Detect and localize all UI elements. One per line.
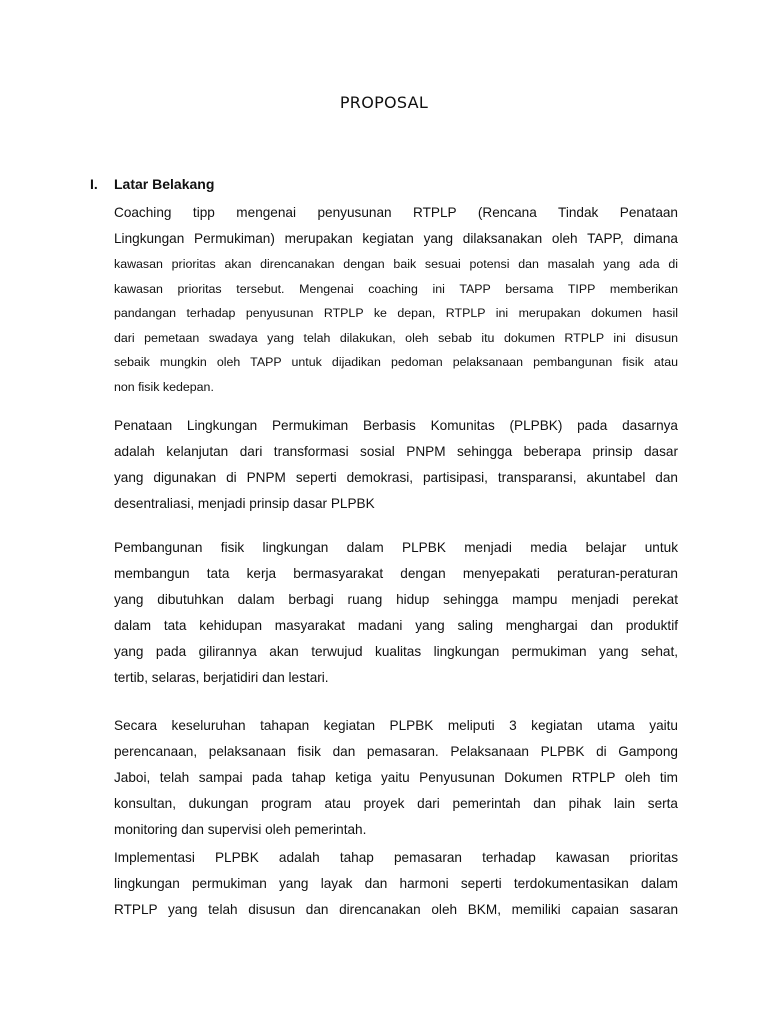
paragraph-line: konsultan, dukungan program atau proyek dari pemerintah dan pihak lain serta	[114, 796, 678, 811]
paragraph-line: Penataan Lingkungan Permukiman Berbasis Komunitas (PLPBK) pada dasarnya	[114, 418, 678, 433]
paragraph-line: yang digunakan di PNPM seperti demokrasi, partisipasi, transparansi, akuntabel dan	[114, 470, 678, 485]
paragraph-line: sebaik mungkin oleh TAPP untuk dijadikan pedoman pelaksanaan pembangunan fisik atau	[114, 355, 678, 369]
paragraph-line: RTPLP yang telah disusun dan direncanakan oleh BKM, memiliki capaian sasaran	[114, 902, 678, 917]
paragraph-line: pandangan terhadap penyusunan RTPLP ke depan, RTPLP ini merupakan dokumen hasil	[114, 306, 678, 320]
section-title: Latar Belakang	[114, 176, 215, 192]
paragraph-line: Coaching tipp mengenai penyusunan RTPLP (Rencana Tindak Penataan	[114, 205, 678, 220]
paragraph-line: dari pemetaan swadaya yang telah dilakukan, oleh sebab itu dokumen RTPLP ini disusun	[114, 330, 678, 345]
paragraph-line: yang pada gilirannya akan terwujud kualitas lingkungan permukiman yang sehat,	[114, 644, 678, 659]
paragraph-line: adalah kelanjutan dari transformasi sosial PNPM sehingga beberapa prinsip dasar	[114, 444, 678, 459]
paragraph-line: Jaboi, telah sampai pada tahap ketiga yaitu Penyusunan Dokumen RTPLP oleh tim	[114, 770, 678, 785]
paragraph-line: kawasan prioritas tersebut. Mengenai coaching ini TAPP bersama TIPP memberikan	[114, 281, 678, 296]
section-heading	[90, 176, 214, 192]
paragraph-line: Lingkungan Permukiman) merupakan kegiatan yang dilaksanakan oleh TAPP, dimana	[114, 231, 678, 246]
paragraph-4	[114, 713, 678, 843]
paragraph-line: perencanaan, pelaksanaan fisik dan pemasaran. Pelaksanaan PLPBK di Gampong	[114, 744, 678, 759]
paragraph-1	[114, 200, 678, 399]
paragraph-3	[114, 535, 678, 691]
paragraph-line: non fisik kedepan.	[114, 379, 214, 394]
paragraph-line: tertib, selaras, berjatidiri dan lestari.	[114, 670, 329, 685]
paragraph-line: kawasan prioritas akan direncanakan dengan baik sesuai potensi dan masalah yang ada di	[114, 257, 678, 271]
paragraph-line: Secara keseluruhan tahapan kegiatan PLPBK meliputi 3 kegiatan utama yaitu	[114, 718, 678, 733]
paragraph-line: dalam tata kehidupan masyarakat madani yang saling menghargai dan produktif	[114, 618, 678, 633]
paragraph-5	[114, 845, 678, 923]
paragraph-line: monitoring dan supervisi oleh pemerintah.	[114, 822, 367, 837]
paragraph-line: desentraliasi, menjadi prinsip dasar PLPBK	[114, 496, 375, 511]
paragraph-line: membangun tata kerja bermasyarakat dengan menyepakati peraturan-peraturan	[114, 566, 678, 581]
paragraph-line: Implementasi PLPBK adalah tahap pemasaran terhadap kawasan prioritas	[114, 850, 678, 865]
paragraph-line: Pembangunan fisik lingkungan dalam PLPBK menjadi media belajar untuk	[114, 540, 678, 555]
paragraph-line: yang dibutuhkan dalam berbagi ruang hidup sehingga mampu menjadi perekat	[114, 592, 678, 607]
section-number: I.	[90, 176, 98, 192]
page-title: PROPOSAL	[339, 93, 429, 112]
paragraph-line: lingkungan permukiman yang layak dan harmoni seperti terdokumentasikan dalam	[114, 876, 678, 891]
paragraph-2	[114, 413, 678, 517]
